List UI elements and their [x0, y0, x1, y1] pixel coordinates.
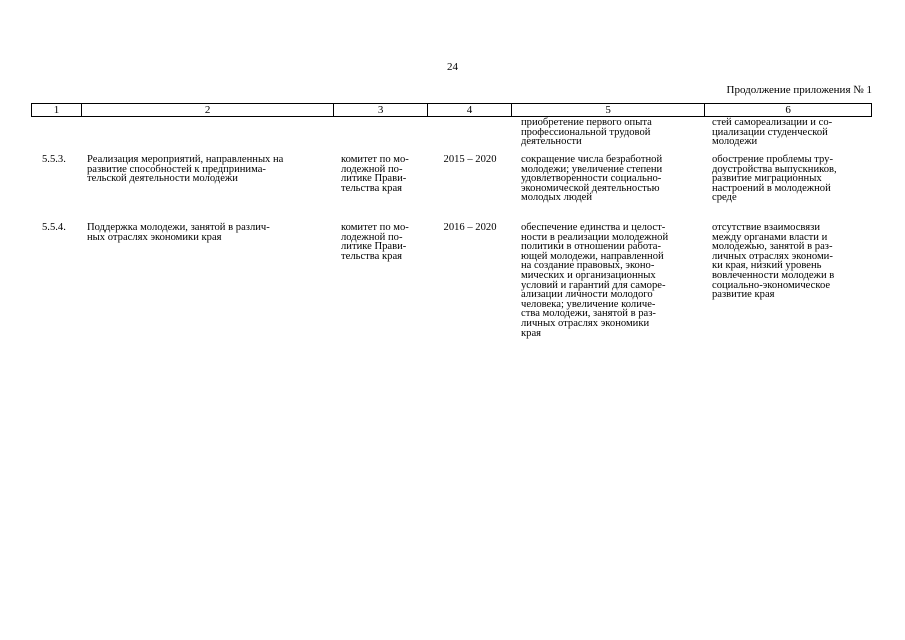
table-body	[31, 118, 872, 373]
page-number: 24	[447, 61, 458, 73]
event-cell: Реализация мероприятий, направленных на развитие способностей к предпринима- тельской деятельности молодежи	[87, 154, 284, 185]
executor-cell	[334, 118, 428, 155]
result-cell: приобретение первого опыта профессиональной трудовой деятельности	[521, 117, 652, 148]
row-number-cell	[31, 118, 81, 155]
table-row	[31, 223, 872, 373]
result-cell: обеспечение единства и целост- ности в реализации молодежной политики в отношении работа- ющей молодежи, направленной на создание правовых, эконо- мических и организационных условий и гарантий для саморе- ализации личности молодого человека; увеличение количе- ства молодежи, занятой в раз- личных отраслях экономики края	[521, 222, 669, 339]
row-number-cell: 5.5.4.	[42, 222, 66, 233]
row-number-cell: 5.5.3.	[42, 154, 66, 165]
column-header-1: 1	[32, 104, 82, 116]
table-row	[31, 155, 872, 223]
column-header-6: 6	[785, 104, 791, 116]
column-header-4: 4	[428, 104, 512, 116]
continuation-label: Продолжение приложения № 1	[726, 84, 872, 96]
risk-cell: обострение проблемы тру- доустройства выпускников, развитие миграционных настроений в молодежной среде	[712, 154, 837, 204]
period-cell: 2016 – 2020	[443, 222, 497, 233]
period-cell	[428, 118, 512, 155]
event-cell: Поддержка молодежи, занятой в различ- ных отраслях экономики края	[87, 222, 270, 243]
executor-cell: комитет по мо- лодежной по- литике Прави- тельства края	[341, 154, 409, 194]
event-cell	[81, 118, 334, 155]
risk-cell: отсутствие взаимосвязи между органами власти и молодежью, занятой в раз- личных отраслях экономи- ки края, низкий уровень вовлеченности молодежи в социально-экономическое развитие края	[712, 222, 835, 301]
column-header-3: 3	[334, 104, 428, 116]
period-cell: 2015 – 2020	[443, 154, 497, 165]
risk-cell: стей самореализации и со- циализации студенческой молодежи	[712, 117, 833, 148]
result-cell: сокращение числа безработной молодежи; увеличение степени удовлетворенности социально- экономической деятельностью молодых людей	[521, 154, 663, 204]
column-header-2: 2	[82, 104, 334, 116]
table-row	[31, 118, 872, 155]
column-header-5: 5	[512, 104, 706, 116]
executor-cell: комитет по мо- лодежной по- литике Прави- тельства края	[341, 222, 409, 262]
table-header	[31, 103, 872, 117]
